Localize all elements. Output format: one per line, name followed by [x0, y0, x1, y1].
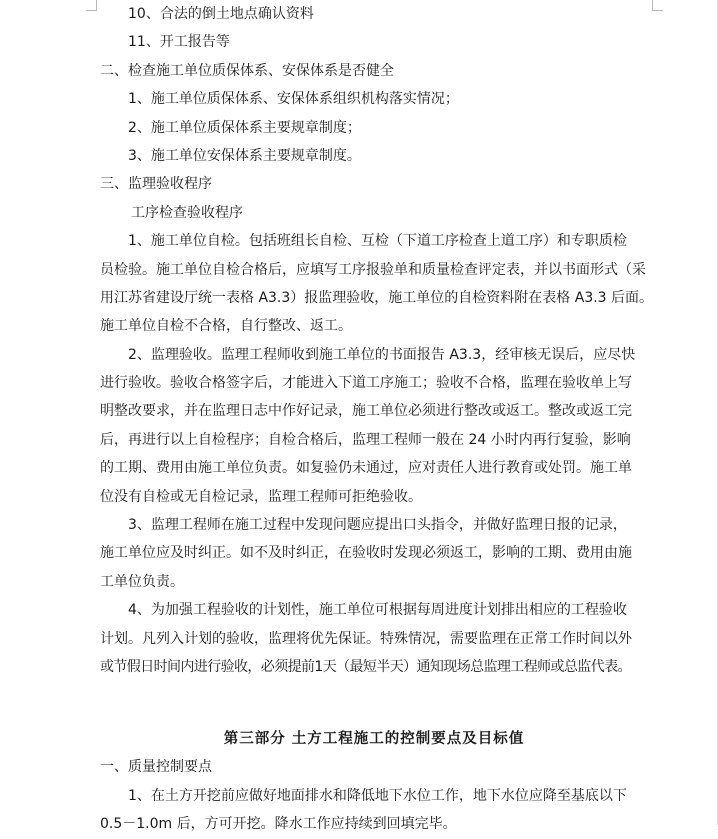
page-corner-mark-left — [86, 0, 97, 11]
paragraph-line: 4、为加强工程验收的计划性，施工单位可根据每周进度计划排出相应的工程验收 — [128, 602, 627, 619]
section-heading: 二、检查施工单位质保体系、安保体系是否健全 — [100, 62, 394, 79]
list-item: 10、合法的倒土地点确认资料 — [128, 6, 314, 22]
list-item: 1、施工单位质保体系、安保体系组织机构落实情况； — [128, 91, 459, 108]
paragraph-line: 位没有自检或无自检记录，监理工程师可拒绝验收。 — [100, 488, 422, 505]
paragraph-self-inspection — [100, 227, 654, 341]
paragraph-supervision-acceptance — [100, 341, 648, 511]
paragraph-line: 1、在土方开挖前应做好地面排水和降低地下水位工作，地下水位应降至基底以下 — [128, 787, 627, 804]
paragraph-line: 3、监理工程师在施工过程中发现问题应提出口头指令，并做好监理日报的记录， — [128, 517, 627, 534]
paragraph-line: 进行验收。验收合格签字后，才能进入下道工序施工；验收不合格，监理在验收单上写 — [100, 375, 632, 392]
paragraph-line: 明整改要求，并在监理日志中作好记录，施工单位必须进行整改或返工。整改或返工完 — [100, 403, 632, 420]
list-item: 11、开工报告等 — [128, 34, 230, 51]
paragraph-line: 或节假日时间内进行验收，必须提前1天（最短半天）通知现场总监理工程师或总监代表。 — [100, 658, 631, 675]
paragraph-dewatering — [100, 782, 648, 839]
section-heading: 一、质量控制要点 — [100, 759, 212, 776]
paragraph-line: 施工单位自检不合格，自行整改、返工。 — [100, 318, 352, 335]
paragraph-line: 的工期、费用由施工单位负责。如复验仍未通过，应对责任人进行教育或处罚。施工单 — [100, 460, 632, 477]
part-three-title: 第三部分 土方工程施工的控制要点及目标值 — [223, 730, 525, 748]
list-item: 2、施工单位质保体系主要规章制度； — [128, 119, 361, 136]
paragraph-line: 计划。凡列入计划的验收，监理将优先保证。特殊情况，需要监理在正常工作时间以外 — [100, 630, 632, 647]
paragraph-line: 施工单位应及时纠正。如不及时纠正，在验收时发现必须返工，影响的工期、费用由施 — [100, 545, 632, 562]
list-item: 3、施工单位安保体系主要规章制度。 — [128, 147, 361, 164]
subsection-heading: 工序检查验收程序 — [131, 204, 243, 221]
document-body — [100, 0, 654, 839]
paragraph-line: 员检验。施工单位自检合格后，应填写工序报验单和质量检查评定表，并以书面形式（采 — [100, 261, 646, 278]
paragraph-line: 后，再进行以上自检程序；自检合格后，监理工程师一般在 24 小时内再行复验，影响 — [100, 431, 631, 448]
paragraph-acceptance-plan — [100, 596, 648, 681]
section-heading: 三、监理验收程序 — [100, 176, 212, 193]
paragraph-line: 2、监理验收。监理工程师收到施工单位的书面报告 A3.3，经审核无误后，应尽快 — [128, 346, 636, 363]
paragraph-line: 用江苏省建设厅统一表格 A3.3）报监理验收，施工单位的自检资料附在表格 A3.3 后面。 — [100, 289, 654, 306]
paragraph-line: 工单位负责。 — [100, 573, 184, 590]
paragraph-verbal-instruction — [100, 511, 648, 596]
paragraph-line: 1、施工单位自检。包括班组长自检、互检（下道工序检查上道工序）和专职质检 — [128, 233, 627, 250]
page-corner-mark-right — [652, 0, 663, 11]
paragraph-line: 0.5－1.0m 后，方可开挖。降水工作应持续到回填完毕。 — [100, 816, 457, 833]
